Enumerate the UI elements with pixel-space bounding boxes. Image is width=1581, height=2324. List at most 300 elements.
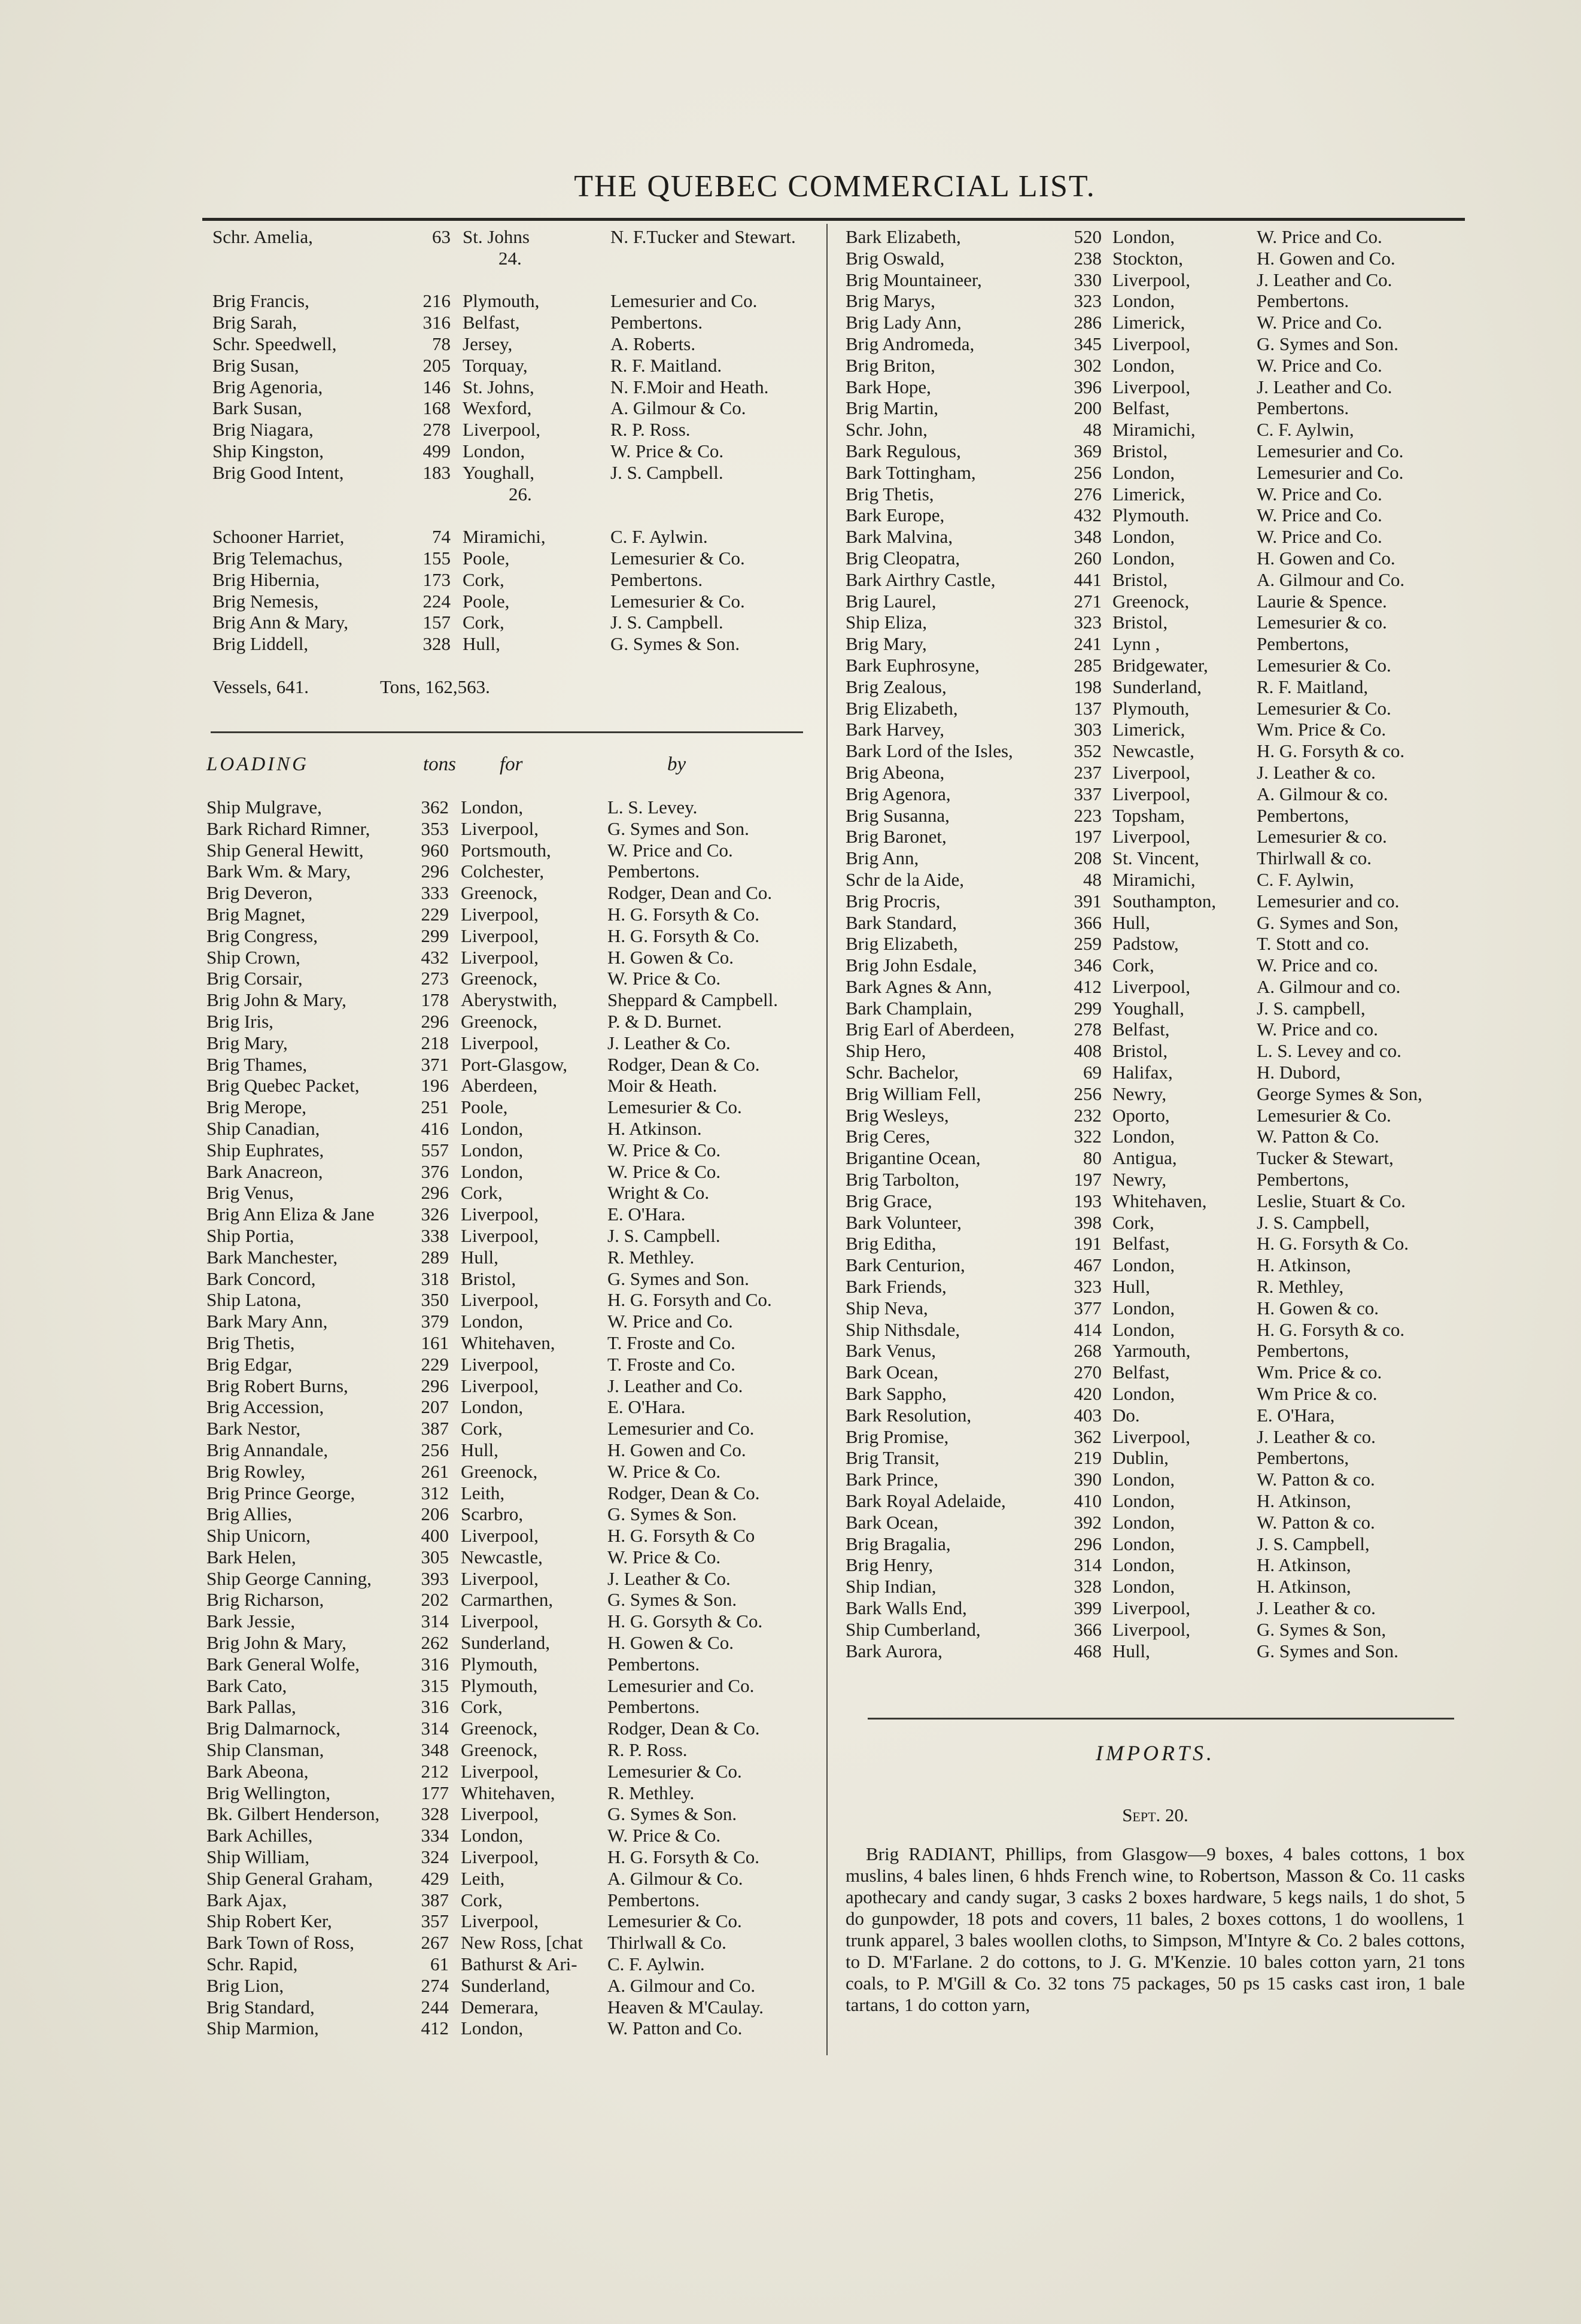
vessel-agent: Lemesurier and co. (1257, 890, 1400, 912)
list-item (206, 2018, 823, 2039)
list-item (846, 462, 1480, 484)
vessel-port: London, (461, 797, 524, 818)
column-divider (826, 224, 828, 2055)
vessel-agent: G. Symes & Son. (607, 1589, 737, 1611)
list-item (206, 882, 823, 904)
vessel-name: Bark Europe, (846, 505, 945, 526)
vessel-port: Liverpool, (1112, 976, 1190, 997)
list-item (212, 591, 817, 612)
vessel-port: Cork, (463, 569, 504, 590)
vessel-agent: J. Leather & co. (1257, 761, 1376, 783)
list-item (206, 1096, 823, 1118)
vessel-port: Padstow, (1112, 933, 1179, 955)
vessel-tons: 296 (421, 1010, 449, 1032)
vessel-agent: W. Price & Co. (607, 1161, 721, 1182)
vessel-port: Newcastle, (461, 1546, 543, 1567)
vessel-port: Liverpool, (461, 1611, 539, 1632)
list-item (846, 1126, 1480, 1147)
vessel-name: Brig Editha, (846, 1233, 937, 1254)
spacer-row (212, 269, 817, 291)
vessel-port: Liverpool, (1112, 1426, 1190, 1447)
vessel-agent: Thirlwall & co. (1257, 847, 1372, 869)
vessel-agent: H. G. Gorsyth & Co. (607, 1611, 763, 1632)
vessel-port: London, (461, 2018, 524, 2039)
vessel-agent: W. Price and Co. (1257, 526, 1382, 548)
vessel-name: Bark Elizabeth, (846, 226, 961, 247)
vessel-port: Dublin, (1112, 1447, 1169, 1469)
vessel-tons: 278 (1074, 1019, 1102, 1040)
vessel-tons: 316 (421, 1653, 449, 1675)
vessel-agent: J. S. Campbell. (610, 461, 723, 483)
vessel-agent: H. G. Forsyth & Co. (607, 1846, 760, 1868)
vessel-tons: 314 (1074, 1554, 1102, 1576)
vessel-tons: 241 (1074, 633, 1102, 655)
list-item (206, 1739, 823, 1761)
list-item (846, 1490, 1480, 1512)
list-item (206, 1354, 823, 1375)
vessel-port: Plymouth. (1112, 505, 1190, 526)
vessel-agent: A. Gilmour and Co. (1257, 569, 1405, 590)
vessel-tons: 219 (1074, 1447, 1102, 1469)
vessel-name: Brig Oswald, (846, 247, 945, 269)
list-item (206, 1311, 823, 1332)
list-item (212, 612, 817, 633)
vessel-agent: R. Methley. (607, 1246, 695, 1268)
list-item (846, 1212, 1480, 1234)
list-item (846, 655, 1480, 676)
list-item (846, 269, 1480, 291)
vessel-tons: 296 (421, 861, 449, 882)
vessel-agent: H. G. Forsyth and Co. (607, 1289, 772, 1311)
vessel-port: London, (461, 1311, 524, 1332)
vessel-agent: P. & D. Burnet. (607, 1010, 722, 1032)
vessel-name: Brig Ann, (846, 847, 919, 869)
vessel-port: Yarmouth, (1112, 1340, 1191, 1362)
list-item (206, 1032, 823, 1054)
vessel-name: Brig Procris, (846, 890, 941, 912)
list-item (846, 1426, 1480, 1448)
vessel-name: Bark General Wolfe, (206, 1653, 360, 1675)
vessel-name: Bark Malvina, (846, 526, 953, 548)
vessel-tons: 416 (421, 1117, 449, 1139)
vessel-name: Bark Achilles, (206, 1825, 313, 1846)
vessel-agent: H. Atkinson, (1257, 1254, 1351, 1276)
vessel-port: Lynn , (1112, 633, 1160, 655)
vessel-tons: 323 (1074, 290, 1102, 312)
list-item (846, 1597, 1480, 1619)
vessel-agent: H. Gowen and Co. (1257, 547, 1395, 569)
vessel-port: Whitehaven, (461, 1782, 555, 1803)
vessel-tons: 312 (421, 1482, 449, 1503)
vessel-name: Ship Latona, (206, 1289, 302, 1311)
vessel-name: Brig Congress, (206, 925, 318, 946)
list-item (846, 826, 1480, 847)
vessel-port: Newry, (1112, 1169, 1167, 1190)
vessel-name: Brig Tarbolton, (846, 1169, 960, 1190)
vessel-port: St. Vincent, (1112, 847, 1199, 869)
list-item (846, 612, 1480, 633)
vessel-agent: George Symes & Son, (1257, 1083, 1422, 1104)
vessel-name: Bark Richard Rimner, (206, 818, 370, 839)
list-item (206, 1932, 823, 1954)
vessel-agent: J. S. Campbell. (607, 1225, 720, 1246)
vessel-tons: 348 (421, 1739, 449, 1761)
vessel-name: Ship Mulgrave, (206, 797, 322, 818)
vessel-agent: A. Gilmour & co. (1257, 783, 1388, 804)
vessel-agent: T. Froste and Co. (607, 1353, 735, 1375)
vessel-name: Bark Regulous, (846, 440, 961, 461)
list-item (846, 505, 1480, 526)
vessel-agent: Lemesurier & Co. (607, 1760, 742, 1782)
vessel-tons: 251 (421, 1096, 449, 1118)
vessel-port: London, (1112, 354, 1175, 376)
vessel-name: Schooner Harriet, (212, 526, 345, 548)
date-row (212, 248, 817, 269)
vessel-tons: 78 (432, 333, 451, 354)
vessel-port: Newcastle, (1112, 740, 1194, 762)
vessel-agent: W. Price & Co. (610, 440, 724, 461)
vessel-agent: Wm. Price & Co. (1257, 719, 1387, 740)
vessel-tons: 137 (1074, 697, 1102, 719)
vessel-port: London, (1112, 1533, 1175, 1554)
vessel-tons: 161 (421, 1332, 449, 1353)
list-item (846, 976, 1480, 998)
list-item (846, 1254, 1480, 1276)
vessel-agent: J. Leather and Co. (1257, 269, 1393, 290)
vessel-tons: 379 (421, 1311, 449, 1332)
vessel-agent: Lemesurier & Co. (607, 1910, 742, 1932)
vessel-name: Ship General Hewitt, (206, 839, 364, 861)
loading-list-right (846, 226, 1480, 1661)
list-item (846, 1340, 1480, 1362)
vessel-agent: H. Dubord, (1257, 1062, 1341, 1083)
vessel-tons: 316 (422, 312, 451, 333)
vessel-agent: H. Atkinson, (1257, 1490, 1351, 1512)
vessel-name: Bark Champlain, (846, 997, 972, 1019)
vessel-name: Ship Crown, (206, 946, 300, 968)
list-item (212, 462, 817, 484)
vessel-tons: 366 (1074, 1618, 1102, 1640)
vessel-name: Brig Wesleys, (846, 1104, 949, 1126)
vessel-port: Liverpool, (461, 1032, 539, 1053)
vessel-name: Brig Liddell, (212, 633, 309, 655)
vessel-agent: Pembertons. (1257, 290, 1349, 312)
list-item (212, 397, 817, 419)
list-item (206, 1483, 823, 1504)
vessel-port: London, (1112, 290, 1175, 312)
vessel-tons: 348 (1074, 526, 1102, 548)
list-item (846, 698, 1480, 719)
vessel-tons: 412 (1074, 976, 1102, 997)
list-item (206, 1204, 823, 1225)
vessel-port: London, (1112, 1469, 1175, 1490)
vessel-agent: G. Symes & Son. (607, 1803, 737, 1825)
vessel-agent: E. O'Hara. (607, 1396, 686, 1418)
vessel-agent: Pembertons. (607, 861, 700, 882)
vessel-agent: H. Gowen & co. (1257, 1297, 1379, 1319)
vessel-tons: 318 (421, 1268, 449, 1289)
vessel-name: Ship Nithsdale, (846, 1319, 960, 1340)
vessel-port: Whitehaven, (461, 1332, 555, 1353)
vessel-name: Bark Manchester, (206, 1246, 338, 1268)
list-item (206, 1247, 823, 1268)
vessel-name: Brig Magnet, (206, 903, 306, 925)
vessel-name: Brig Thetis, (846, 483, 934, 505)
list-item (212, 376, 817, 398)
list-item (206, 1439, 823, 1461)
list-item (212, 226, 817, 248)
list-item (212, 355, 817, 376)
imports-paragraph (846, 1843, 1465, 2016)
list-item (846, 783, 1480, 805)
list-item (846, 1019, 1480, 1040)
vessel-port: Liverpool, (1112, 269, 1190, 290)
vessel-tons: 429 (421, 1867, 449, 1889)
vessel-port: Cork, (461, 1889, 503, 1910)
vessel-name: Brig Earl of Aberdeen, (846, 1019, 1015, 1040)
vessel-tons: 268 (1074, 1340, 1102, 1362)
vessel-port: Oporto, (1112, 1104, 1170, 1126)
vessel-name: Bark Walls End, (846, 1597, 967, 1618)
vessel-port: Leith, (461, 1482, 505, 1503)
vessel-name: Ship Hero, (846, 1040, 926, 1062)
vessel-port: Poole, (463, 547, 510, 569)
vessel-tons: 146 (422, 376, 451, 397)
list-item (206, 1782, 823, 1804)
vessel-tons: 408 (1074, 1040, 1102, 1062)
list-item (846, 1447, 1480, 1469)
vessel-name: Ship Eliza, (846, 612, 928, 633)
vessel-port: Bristol, (1112, 612, 1168, 633)
vessel-tons: 193 (1074, 1190, 1102, 1211)
vessel-agent: J. Leather and Co. (607, 1375, 743, 1396)
vessel-agent: J. S. Campbell, (1257, 1211, 1370, 1233)
vessel-name: Brig Bragalia, (846, 1533, 951, 1554)
list-item (846, 333, 1480, 355)
vessel-tons: 256 (1074, 461, 1102, 483)
vessel-name: Brig Ceres, (846, 1126, 931, 1147)
vessel-port: Limerick, (1112, 483, 1185, 505)
list-item (206, 1503, 823, 1525)
vessel-tons: 324 (421, 1846, 449, 1868)
vessel-agent: Tucker & Stewart, (1257, 1147, 1394, 1169)
vessel-name: Brig Andromeda, (846, 333, 975, 354)
vessel-tons: 377 (1074, 1297, 1102, 1319)
vessel-agent: A. Gilmour and co. (1257, 976, 1401, 997)
vessel-tons: 432 (421, 946, 449, 968)
list-item (846, 1576, 1480, 1597)
vessel-port: London, (1112, 1254, 1175, 1276)
vessel-tons: 285 (1074, 654, 1102, 676)
vessel-port: Liverpool, (1112, 1597, 1190, 1618)
loading-heading: LOADING (206, 754, 309, 775)
arrivals-24 (212, 290, 817, 483)
vessel-agent: G. Symes and Son. (1257, 333, 1398, 354)
list-item (846, 591, 1480, 612)
vessel-agent: G. Symes and Son. (1257, 1640, 1398, 1661)
vessel-name: Brig Accession, (206, 1396, 324, 1418)
vessel-name: Bark Agnes & Ann, (846, 976, 992, 997)
vessel-name: Ship Clansman, (206, 1739, 324, 1761)
list-item (206, 1568, 823, 1590)
list-item (206, 947, 823, 968)
vessel-name: Brig Lion, (206, 1974, 284, 1996)
vessel-tons: 155 (422, 547, 451, 569)
vessel-port: Jersey, (463, 333, 513, 354)
list-item (206, 1118, 823, 1140)
list-item (206, 1140, 823, 1161)
vessel-name: Brig Henry, (846, 1554, 934, 1576)
list-item (846, 484, 1480, 505)
vessel-agent: Moir & Heath. (607, 1075, 717, 1096)
vessel-name: Brig Sarah, (212, 312, 297, 333)
list-item (846, 1147, 1480, 1169)
vessel-agent: Rodger, Dean & Co. (607, 1482, 760, 1503)
vessel-agent: H. G. Forsyth & co. (1257, 740, 1405, 762)
list-item (846, 847, 1480, 869)
vessel-name: Bark Airthry Castle, (846, 569, 996, 590)
vessel-agent: A. Gilmour and Co. (607, 1974, 756, 1996)
vessel-tons: 328 (422, 633, 451, 655)
vessel-name: Bark Jessie, (206, 1611, 296, 1632)
vessel-port: Poole, (463, 590, 510, 612)
list-item (846, 290, 1480, 312)
vessel-agent: W. Price and Co. (1257, 226, 1382, 247)
vessel-name: Schr. Bachelor, (846, 1062, 959, 1083)
list-item (846, 933, 1480, 955)
vessel-tons: 338 (421, 1225, 449, 1246)
vessel-agent: Pembertons. (610, 312, 703, 333)
imports-body: —9 boxes, 4 bales cottons, 1 box muslins, 4 bales linen, 6 hhds French wine, to Robertson, Masson & Co. 11 casks apothecary and candy sugar, 3 casks 2 boxes hardware, 5 kegs nails, 1 do shot, 5 do gunpowder, 18 pots and covers, 11 bales, 2 boxes cottons, 1 do woollens, 1 trunk apparel, 3 bales woollen cloths, to Simpson, M'Intyre & Co. 2 bales cottons, to D. M'Farlane. 2 do cottons, to J. G. M'Kenzie. 10 bales cotton yarn, 21 tons coals, to P. M'Gill & Co. 32 tons 75 packages, 50 ps 15 casks cast iron, 1 bale tartans, 1 do cotton yarn, (846, 1843, 1465, 2015)
vessel-port: Liverpool, (461, 1353, 539, 1375)
vessel-name: Bark Town of Ross, (206, 1932, 354, 1954)
vessel-agent: H. G. Forsyth & co. (1257, 1319, 1405, 1340)
vessel-port: Greenock, (461, 882, 538, 904)
vessel-agent: Heaven & M'Caulay. (607, 1996, 764, 2018)
vessel-port: Liverpool, (461, 1910, 539, 1932)
vessel-agent: C. F. Aylwin. (607, 1954, 705, 1975)
vessel-name: Ship Canadian, (206, 1117, 320, 1139)
list-item (206, 1696, 823, 1718)
vessel-agent: G. Symes and Son. (607, 1268, 749, 1289)
vessel-port: St. Johns, (463, 376, 534, 397)
list-item (846, 719, 1480, 740)
list-item (206, 1547, 823, 1568)
list-item (846, 312, 1480, 333)
list-item (206, 1825, 823, 1846)
vessel-port: Belfast, (1112, 1019, 1170, 1040)
vessel-name: Brig Richarson, (206, 1589, 324, 1611)
vessel-tons: 352 (1074, 740, 1102, 762)
vessel-agent: N. F.Tucker and Stewart. (610, 226, 796, 247)
vessel-tons: 387 (421, 1889, 449, 1910)
vessel-port: Greenock, (1112, 590, 1190, 612)
vessel-name: Bark Lord of the Isles, (846, 740, 1013, 762)
vessel-agent: Lemesurier and Co. (1257, 440, 1404, 461)
list-item (206, 1803, 823, 1825)
vessel-name: Brig Grace, (846, 1190, 932, 1211)
vessel-tons: 371 (421, 1053, 449, 1075)
vessel-agent: W. Patton and Co. (607, 2018, 743, 2039)
vessel-agent: Lemesurier and Co. (610, 290, 758, 312)
vessel-name: Brig Wellington, (206, 1782, 331, 1803)
vessel-tons: 237 (1074, 761, 1102, 783)
vessel-port: Liverpool, (461, 1225, 539, 1246)
list-item (846, 912, 1480, 934)
vessel-agent: H. G. Forsyth & Co (607, 1525, 755, 1547)
list-item (846, 1362, 1480, 1383)
vessel-port: Liverpool, (463, 419, 540, 441)
vessel-port: Plymouth, (1112, 697, 1190, 719)
vessel-name: Bark Euphrosyne, (846, 654, 980, 676)
vessel-name: Bark Resolution, (846, 1404, 972, 1426)
vessel-name: Brig Briton, (846, 354, 935, 376)
list-item (206, 818, 823, 840)
vessel-tons: 157 (422, 612, 451, 633)
vessel-port: Limerick, (1112, 312, 1185, 333)
list-item (206, 904, 823, 925)
vessel-tons: 357 (421, 1910, 449, 1932)
vessel-tons: 398 (1074, 1211, 1102, 1233)
vessel-port: London, (461, 1161, 524, 1182)
vessel-port: Belfast, (463, 312, 520, 333)
date-24: 24. (498, 247, 522, 269)
vessel-name: Bark Royal Adelaide, (846, 1490, 1006, 1512)
arrivals-top (212, 226, 817, 248)
vessel-agent: A. Roberts. (610, 333, 696, 354)
vessel-port: Greenock, (461, 1010, 538, 1032)
vessel-tons: 216 (422, 290, 451, 312)
vessel-port: London, (1112, 1319, 1175, 1340)
vessel-agent: J. S. Campbell, (1257, 1533, 1370, 1554)
vessel-port: Liverpool, (461, 1803, 539, 1825)
vessel-tons: 273 (421, 968, 449, 989)
vessel-name: Brig Hibernia, (212, 569, 320, 590)
vessel-tons: 346 (1074, 955, 1102, 976)
list-item (846, 441, 1480, 462)
vessel-agent: H. G. Forsyth & Co. (607, 903, 760, 925)
vessel-tons: 271 (1074, 590, 1102, 612)
list-item (206, 1889, 823, 1911)
vessel-port: London, (1112, 461, 1175, 483)
list-item (206, 1632, 823, 1654)
vessel-agent: Sheppard & Campbell. (607, 989, 778, 1011)
vessel-agent: J. Leather & co. (1257, 1597, 1376, 1618)
vessel-name: Brig Edgar, (206, 1353, 293, 1375)
vessel-port: Poole, (461, 1096, 508, 1118)
vessel-tons: 200 (1074, 397, 1102, 419)
vessel-port: Sunderland, (461, 1632, 550, 1654)
vessel-tons: 74 (432, 526, 451, 548)
vessel-agent: W. Price & Co. (607, 1460, 721, 1482)
vessel-name: Ship Euphrates, (206, 1139, 324, 1161)
vessel-port: Belfast, (1112, 397, 1170, 419)
vessel-port: Cork, (1112, 1211, 1154, 1233)
vessel-tons: 328 (421, 1803, 449, 1825)
vessel-port: Southampton, (1112, 890, 1217, 912)
vessel-name: Bark Cato, (206, 1675, 287, 1696)
list-item (206, 1654, 823, 1675)
vessel-tons: 302 (1074, 354, 1102, 376)
vessel-agent: W. Price and Co. (1257, 505, 1382, 526)
list-item (206, 1418, 823, 1439)
vessel-agent: Laurie & Spence. (1257, 590, 1387, 612)
vessel-name: Brig Ann Eliza & Jane (206, 1204, 375, 1225)
vessel-name: Brig Good Intent, (212, 461, 344, 483)
vessel-agent: Lemesurier & Co. (1257, 654, 1391, 676)
vessel-port: Liverpool, (461, 1567, 539, 1589)
vessel-tons: 499 (422, 440, 451, 461)
